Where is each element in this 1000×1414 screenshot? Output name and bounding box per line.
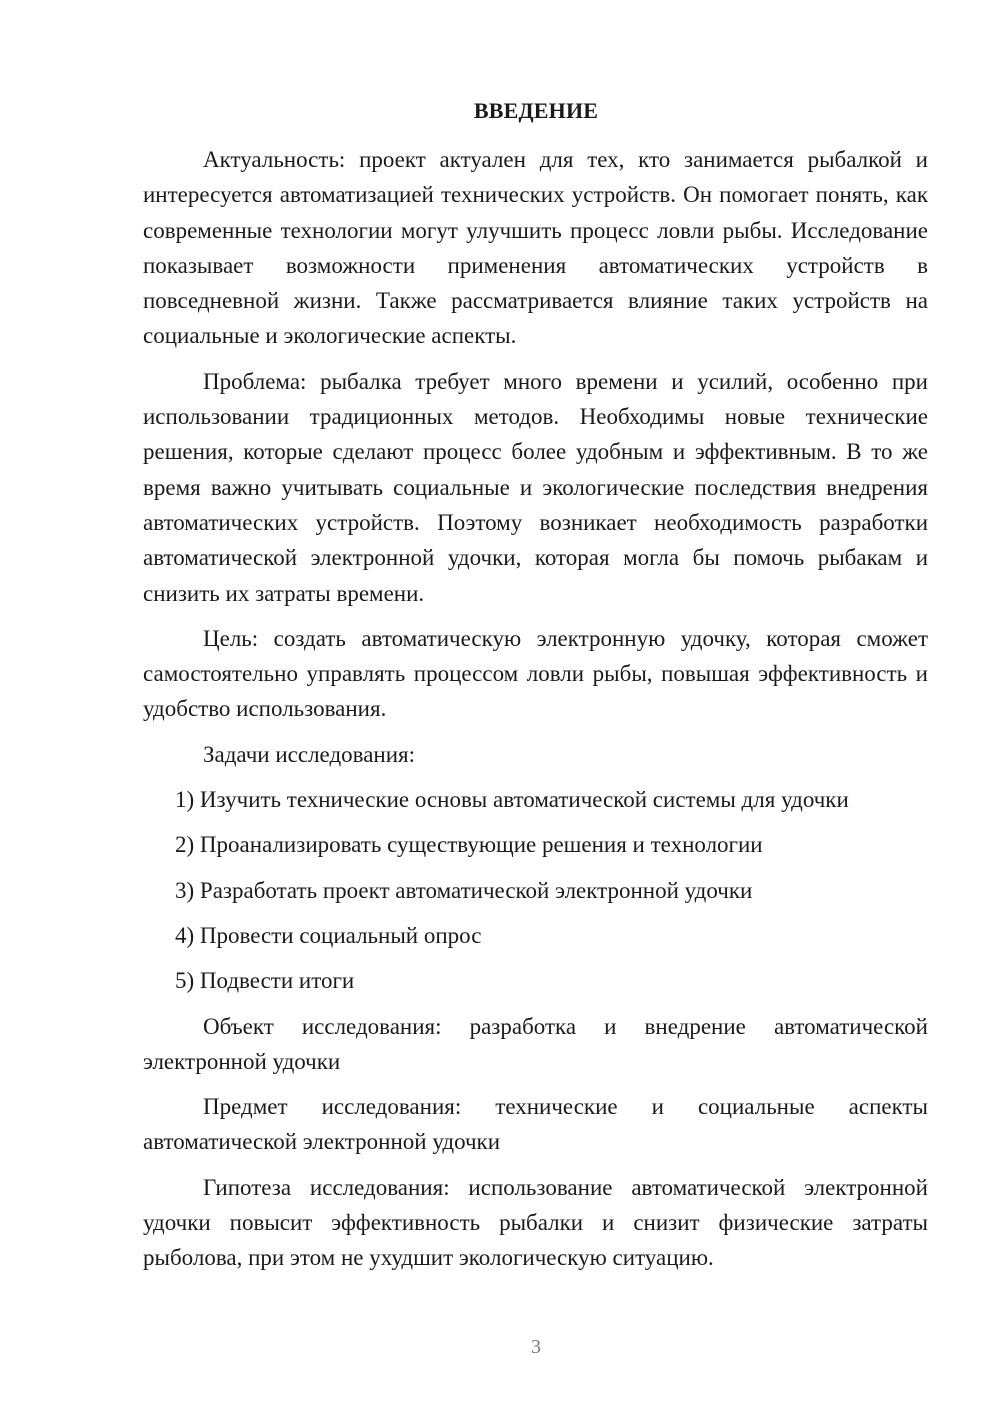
paragraph-object: Объект исследования: разработка и внедрение автоматической электронной удочки: [143, 1013, 928, 1074]
tasks-title: Задачи исследования:: [203, 741, 416, 767]
paragraph-subject: Предмет исследования: технические и социальные аспекты автоматической электронной удочки: [143, 1094, 928, 1155]
task-item: 5) Подвести итоги: [175, 968, 355, 994]
paragraph-relevance: Актуальность: проект актуален для тех, кто занимается рыбалкой и интересуется автоматизацией технических устройств. Он помогает понять, как современные технологии могут улучшить процесс ловли рыбы. Исследование показывает возможности применения автоматических устройств в повседневной жизни. Также рассматривается влияние таких устройств на социальные и экологические аспекты.: [143, 147, 928, 349]
task-item: 1) Изучить технические основы автоматической системы для удочки: [175, 787, 849, 813]
paragraph-goal: Цель: создать автоматическую электронную удочку, которая сможет самостоятельно управлять процессом ловли рыбы, повышая эффективность и удобство использования.: [143, 625, 928, 722]
paragraph-problem: Проблема: рыбалка требует много времени и усилий, особенно при использовании традиционных методов. Необходимы новые технические решения, которые сделают процесс более удобным и эффективным. В то же время важно учитывать социальные и экологические последствия внедрения автоматических устройств. Поэтому возникает необходимость разработки автоматической электронной удочки, которая могла бы помочь рыбакам и снизить их затраты времени.: [143, 368, 928, 606]
page-heading: ВВЕДЕНИЕ: [473, 98, 599, 123]
task-list: [143, 782, 928, 998]
document-body: [143, 142, 928, 1276]
task-item: 3) Разработать проект автоматической электронной удочки: [175, 877, 753, 903]
task-item: 4) Провести социальный опрос: [175, 922, 482, 948]
paragraph-hypothesis: Гипотеза исследования: использование автоматической электронной удочки повысит эффективность рыбалки и снизит физические затраты рыболова, при этом не ухудшит экологическую ситуацию.: [143, 1174, 928, 1271]
task-item: 2) Проанализировать существующие решения и технологии: [175, 832, 763, 858]
page-number: 3: [531, 1336, 541, 1358]
